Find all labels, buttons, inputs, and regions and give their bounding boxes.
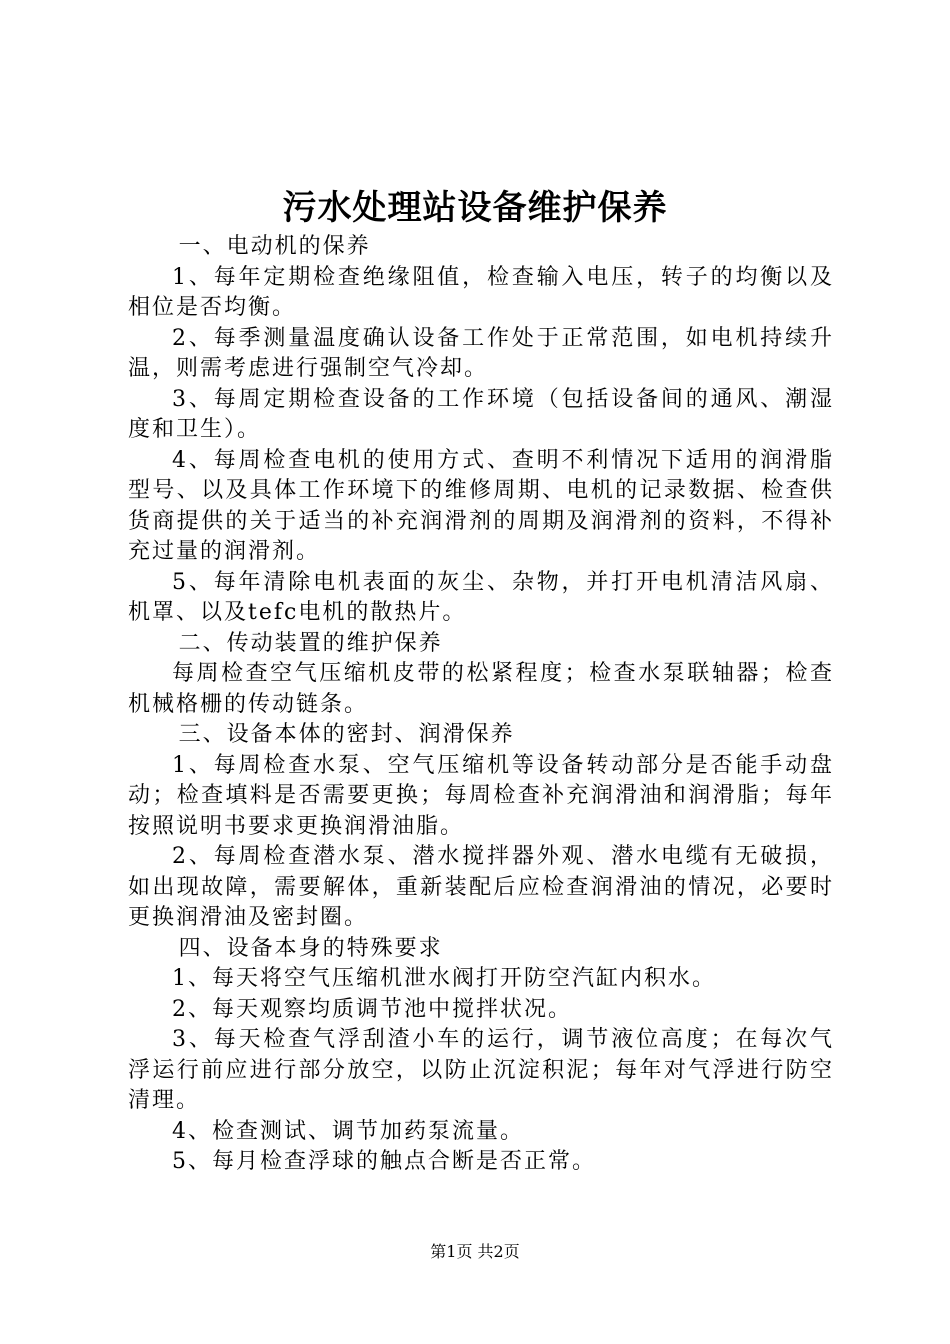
paragraph: 1、每天将空气压缩机泄水阀打开防空汽缸内积水。 — [172, 966, 716, 991]
paragraph: 1、每年定期检查绝缘阻值，检查输入电压，转子的均衡以及相位是否均衡。 — [128, 264, 834, 320]
section-heading-3: 三、设备本体的密封、润滑保养 — [178, 722, 515, 747]
paragraph: 5、每年清除电机表面的灰尘、杂物，并打开电机清洁风扇、机罩、以及tefc电机的散热片。 — [128, 569, 834, 625]
paragraph: 1、每周检查水泵、空气压缩机等设备转动部分是否能手动盘动；检查填料是否需要更换；每周检查补充润滑油和润滑脂；每年按照说明书要求更换润滑油脂。 — [128, 752, 834, 839]
paragraph: 3、每天检查气浮刮渣小车的运行，调节液位高度；在每次气浮运行前应进行部分放空，以防止沉淀积泥；每年对气浮进行防空清理。 — [128, 1027, 834, 1113]
document-title: 污水处理站设备维护保养 — [282, 188, 668, 228]
paragraph: 2、每周检查潜水泵、潜水搅拌器外观、潜水电缆有无破损，如出现故障，需要解体，重新装配后应检查润滑油的情况，必要时更换润滑油及密封圈。 — [128, 844, 834, 930]
paragraph: 2、每季测量温度确认设备工作处于正常范围，如电机持续升温，则需考虑进行强制空气冷却。 — [128, 325, 834, 381]
section-heading-1: 一、电动机的保养 — [178, 234, 371, 259]
document-body — [128, 232, 834, 1178]
section-heading-4: 四、设备本身的特殊要求 — [178, 935, 443, 961]
section-heading-2: 二、传动装置的维护保养 — [178, 630, 443, 656]
page-footer: 第1页 共2页 — [430, 1242, 520, 1261]
paragraph: 3、每周定期检查设备的工作环境（包括设备间的通风、潮湿度和卫生）。 — [128, 386, 834, 442]
paragraph: 2、每天观察均质调节池中搅拌状况。 — [172, 996, 572, 1022]
paragraph: 4、每周检查电机的使用方式、查明不利情况下适用的润滑脂型号、以及具体工作环境下的维修周期、电机的记录数据、检查供货商提供的关于适当的补充润滑剂的周期及润滑剂的资料，不得补充过量的润滑剂。 — [128, 447, 834, 564]
paragraph: 5、每月检查浮球的触点合断是否正常。 — [172, 1149, 596, 1174]
paragraph: 每周检查空气压缩机皮带的松紧程度；检查水泵联轴器；检查机械格栅的传动链条。 — [128, 661, 834, 717]
paragraph: 4、检查测试、调节加药泵流量。 — [172, 1118, 524, 1144]
